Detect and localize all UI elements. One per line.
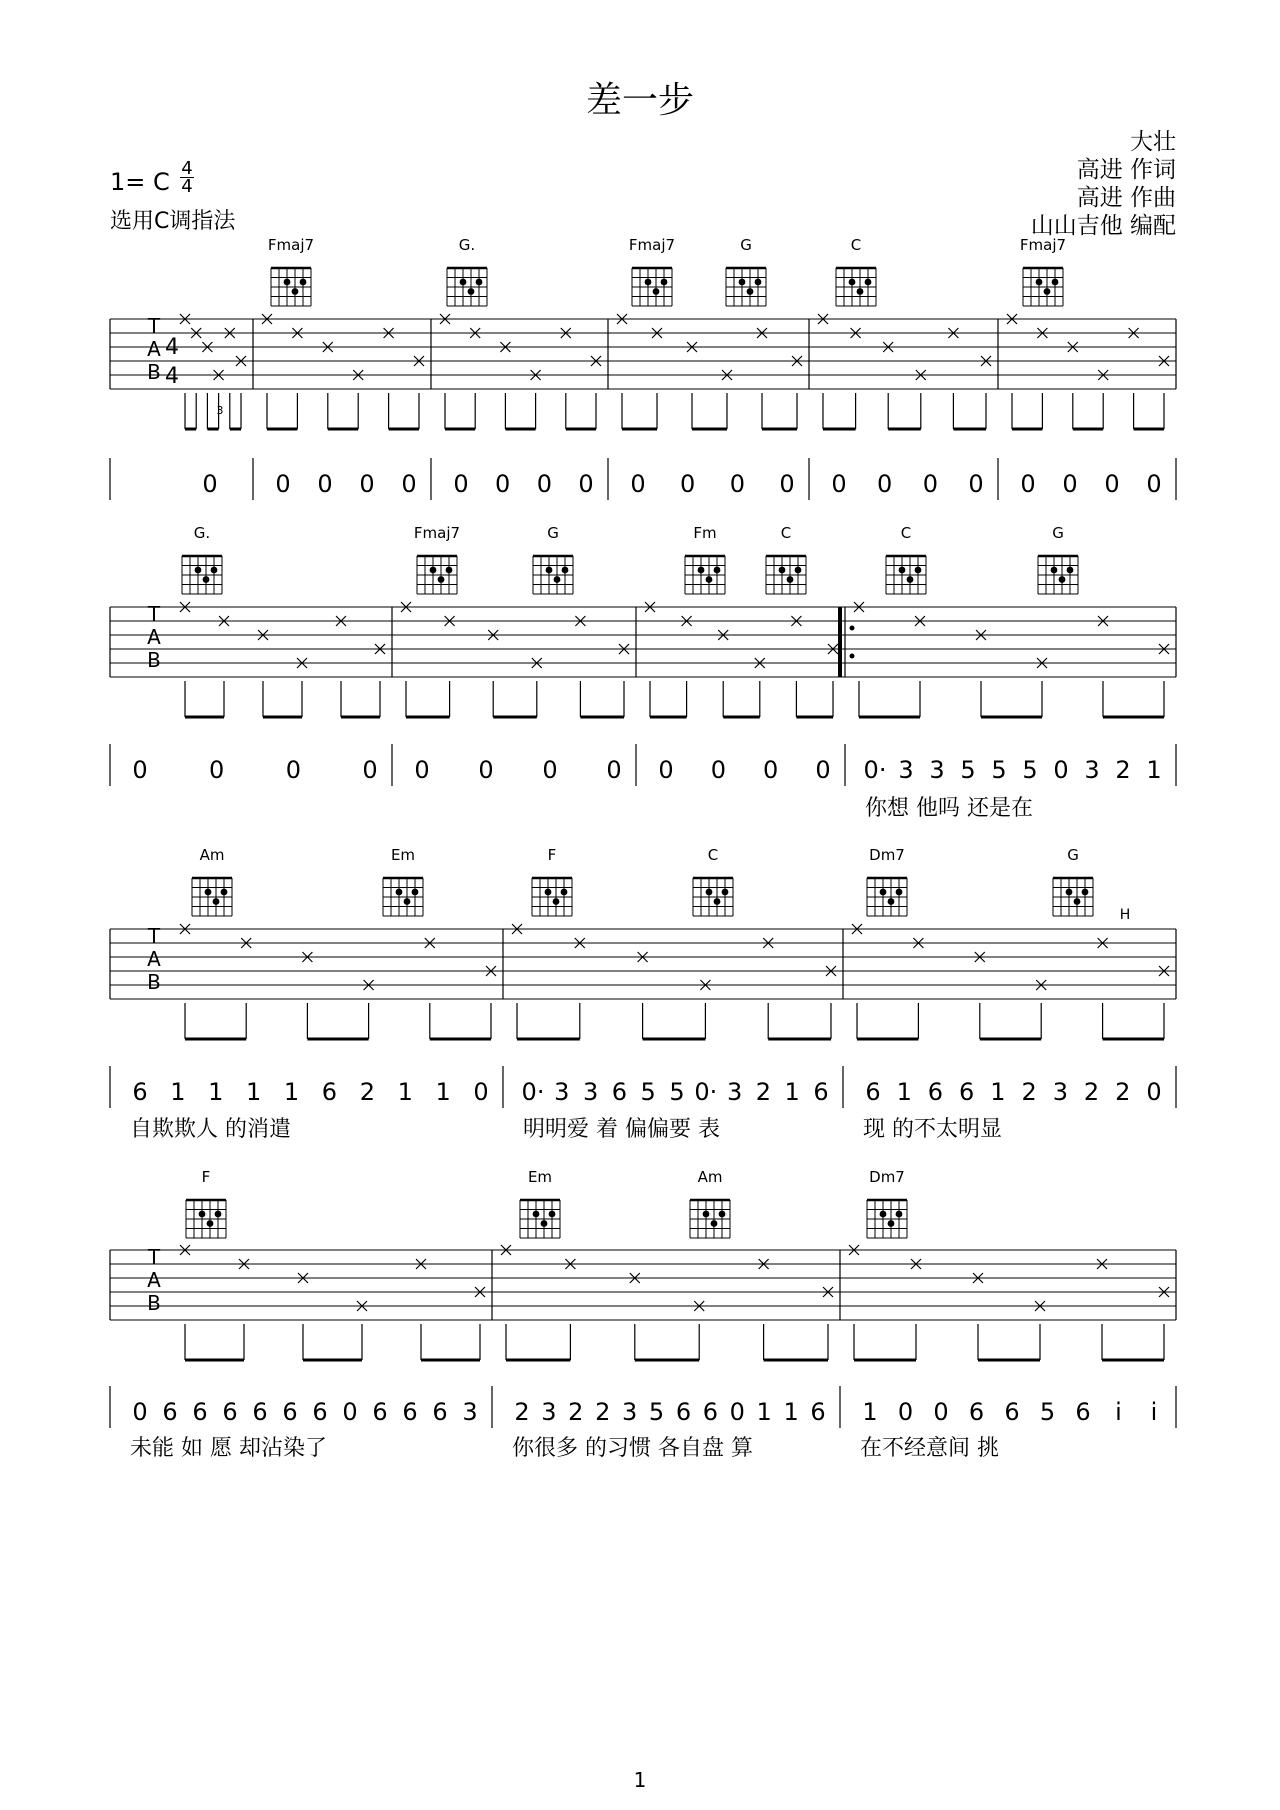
chord-dot <box>292 288 299 295</box>
chord-dot <box>221 889 228 896</box>
jianpu-note: 2 <box>1021 1078 1037 1106</box>
jianpu-note: 0 <box>933 1398 949 1426</box>
jianpu-note: 0 <box>606 756 622 784</box>
jianpu-note: 3 <box>462 1398 478 1426</box>
repeat-dot <box>850 626 855 631</box>
jianpu-note: 6 <box>968 1398 985 1426</box>
chord-dot <box>205 889 212 896</box>
chord-name: Dm7 <box>869 1168 905 1186</box>
tab-clef-letter: T <box>147 1245 161 1269</box>
chord-name: C <box>780 524 792 542</box>
chord-dot <box>213 898 220 905</box>
jianpu-note: 0· <box>521 1078 545 1106</box>
jianpu-note: 0 <box>342 1398 358 1426</box>
jianpu-note: 0 <box>680 470 696 498</box>
jianpu-note: 0 <box>877 470 893 498</box>
chord-name: Am <box>199 846 225 864</box>
jianpu-note: 6 <box>402 1398 418 1426</box>
jianpu-note: 2 <box>1083 1078 1100 1106</box>
chord-dot <box>888 898 895 905</box>
chord-diagram <box>182 524 222 594</box>
chord-dot <box>888 1220 895 1227</box>
jianpu-note: 1 <box>783 1398 799 1426</box>
jianpu-note: 0 <box>362 756 378 784</box>
chord-dot <box>787 576 794 583</box>
chord-name: Fmaj7 <box>413 524 461 542</box>
jianpu-note: 6 <box>252 1398 268 1426</box>
chord-diagram <box>867 846 907 916</box>
jianpu-note: 6 <box>1075 1398 1091 1426</box>
chord-dot <box>199 1211 206 1218</box>
chord-dot <box>722 889 729 896</box>
jianpu-note: 1 <box>170 1078 186 1106</box>
jianpu-note: 6 <box>1004 1398 1020 1426</box>
chord-dot <box>896 1211 903 1218</box>
chord-dot <box>533 1211 540 1218</box>
tab-clef-letter: B <box>147 1291 161 1315</box>
chord-diagram <box>693 846 733 916</box>
jianpu-note: 0 <box>710 756 726 784</box>
jianpu-note: 5 <box>960 756 976 784</box>
chord-diagram <box>533 524 573 594</box>
chord-dot <box>1052 279 1059 286</box>
jianpu-note: 5 <box>669 1078 685 1106</box>
lyric-line: 你想 他吗 还是在 <box>865 796 1033 821</box>
jianpu-note: 1 <box>862 1398 878 1426</box>
song-title: 差一步 <box>585 80 694 121</box>
jianpu-note: 2 <box>595 1398 611 1426</box>
chord-diagram <box>1038 524 1078 594</box>
tab-time-bottom: 4 <box>165 364 179 389</box>
jianpu-note: 6 <box>321 1078 338 1106</box>
jianpu-note: 0 <box>478 756 494 784</box>
chord-dot <box>207 1220 214 1227</box>
chord-dot <box>554 576 561 583</box>
jianpu-note: 3 <box>1084 756 1100 784</box>
jianpu-note: 3 <box>554 1078 570 1106</box>
jianpu-note: 3 <box>898 756 914 784</box>
chord-dot <box>284 279 291 286</box>
jianpu-note: 0 <box>729 1398 745 1426</box>
chord-dot <box>899 567 906 574</box>
jianpu-note: 0 <box>815 756 831 784</box>
chord-diagram <box>268 236 314 306</box>
chord-name: G. <box>458 236 476 254</box>
jianpu-note: 0 <box>275 470 291 498</box>
chord-dot <box>561 889 568 896</box>
chord-diagram <box>690 1168 730 1238</box>
jianpu-note: 0 <box>897 1398 914 1426</box>
jianpu-note: 0 <box>202 470 218 498</box>
jianpu-note: 1 <box>784 1078 800 1106</box>
chord-dot <box>907 576 914 583</box>
chord-dot <box>203 576 210 583</box>
chord-name: F <box>201 1168 211 1186</box>
jianpu-note: 1 <box>246 1078 262 1106</box>
chord-dot <box>719 1211 726 1218</box>
chord-dot <box>714 898 721 905</box>
chord-dot <box>706 576 713 583</box>
chord-diagram <box>886 524 926 594</box>
jianpu-note: 0 <box>473 1078 489 1106</box>
chord-dot <box>1066 889 1073 896</box>
jianpu-note: 1 <box>756 1398 772 1426</box>
time-signature-bottom: 4 <box>181 176 193 197</box>
jianpu-note: 0· <box>694 1078 718 1106</box>
jianpu-note: 0 <box>1104 470 1120 498</box>
jianpu-note: 2 <box>1115 756 1131 784</box>
chord-dot <box>795 567 802 574</box>
chord-name: Fmaj7 <box>267 236 315 254</box>
chord-name: Fm <box>693 524 717 542</box>
page-number: 1 <box>633 1768 647 1792</box>
lyric-line: 现 的不太明显 <box>863 1117 1002 1142</box>
chord-dot <box>857 288 864 295</box>
tab-time-top: 4 <box>165 335 179 360</box>
jianpu-note: 0 <box>831 470 847 498</box>
time-signature-top: 4 <box>181 158 193 179</box>
chord-dot <box>211 567 218 574</box>
chord-dot <box>541 1220 548 1227</box>
jianpu-note: 6 <box>192 1398 208 1426</box>
chord-dot <box>562 567 569 574</box>
chord-name: G <box>547 524 559 542</box>
chord-diagram <box>192 846 232 916</box>
tab-clef-letter: A <box>147 337 161 361</box>
lyric-line: 未能 如 愿 却沾染了 <box>130 1436 327 1461</box>
key-signature: 1= C <box>110 168 170 196</box>
jianpu-note: i <box>1115 1398 1122 1426</box>
chord-dot <box>396 889 403 896</box>
jianpu-note: 1 <box>397 1078 413 1106</box>
jianpu-note: 0 <box>453 470 469 498</box>
chord-diagram <box>1020 236 1066 306</box>
jianpu-note: 2 <box>755 1078 772 1106</box>
chord-diagram <box>447 236 487 306</box>
jianpu-note: 6 <box>813 1078 829 1106</box>
tab-clef-letter: A <box>147 625 161 649</box>
jianpu-note: 0 <box>1053 756 1069 784</box>
lyric-line: 自欺欺人 的消遣 <box>130 1117 291 1142</box>
chord-dot <box>546 567 553 574</box>
chord-dot <box>476 279 483 286</box>
credit-arranger-name: 大壮 <box>1130 129 1176 155</box>
chord-name: Fmaj7 <box>1019 236 1067 254</box>
chord-diagram <box>867 1168 907 1238</box>
jianpu-note: 0 <box>658 756 674 784</box>
tab-clef-letter: B <box>147 970 161 994</box>
credit-composer: 高进 作曲 <box>1076 185 1176 211</box>
chord-name: G <box>1067 846 1079 864</box>
jianpu-note: 0· <box>863 756 887 784</box>
jianpu-note: 0 <box>922 470 938 498</box>
chord-diagram <box>726 236 766 306</box>
chord-dot <box>553 898 560 905</box>
jianpu-note: 6 <box>927 1078 944 1106</box>
jianpu-note: 0 <box>359 470 375 498</box>
chord-dot <box>438 576 445 583</box>
jianpu-note: 0 <box>401 470 417 498</box>
jianpu-note: 3 <box>621 1398 638 1426</box>
jianpu-note: 3 <box>541 1398 557 1426</box>
jianpu-note: 0 <box>317 470 333 498</box>
chord-dot <box>661 279 668 286</box>
jianpu-note: 0 <box>578 470 594 498</box>
jianpu-note: 6 <box>312 1398 328 1426</box>
jianpu-note: 0 <box>132 756 148 784</box>
jianpu-note: 0 <box>1062 470 1078 498</box>
chord-name: G <box>740 236 752 254</box>
tab-clef-letter: T <box>147 602 161 626</box>
jianpu-note: i <box>1150 1398 1158 1426</box>
jianpu-note: 0 <box>729 470 745 498</box>
jianpu-note: 0 <box>630 470 646 498</box>
chord-dot <box>460 279 467 286</box>
jianpu-note: 1 <box>435 1078 451 1106</box>
chord-dot <box>915 567 922 574</box>
chord-name: C <box>900 524 912 542</box>
jianpu-note: 5 <box>991 756 1007 784</box>
jianpu-note: 6 <box>702 1398 719 1426</box>
chord-diagram <box>532 846 572 916</box>
jianpu-note: 1 <box>896 1078 912 1106</box>
chord-diagram <box>766 524 806 594</box>
lyric-line: 在不经意间 挑 <box>860 1436 999 1461</box>
chord-dot <box>779 567 786 574</box>
chord-dot <box>545 889 552 896</box>
chord-name: C <box>707 846 719 864</box>
tab-clef-letter: B <box>147 648 161 672</box>
chord-dot <box>755 279 762 286</box>
jianpu-note: 0 <box>536 470 552 498</box>
chord-dot <box>849 279 856 286</box>
chord-dot <box>430 567 437 574</box>
chord-diagram <box>383 846 423 916</box>
jianpu-note: 0 <box>542 756 558 784</box>
chord-name: Em <box>390 846 416 864</box>
chord-name: Dm7 <box>869 846 905 864</box>
jianpu-note: 3 <box>1052 1078 1068 1106</box>
jianpu-note: 0 <box>1146 1078 1162 1106</box>
chord-dot <box>195 567 202 574</box>
jianpu-note: 1 <box>208 1078 224 1106</box>
chord-dot <box>747 288 754 295</box>
chord-name: F <box>547 846 557 864</box>
triplet-mark: 3 <box>216 404 224 417</box>
jianpu-note: 6 <box>372 1398 388 1426</box>
jianpu-note: 0 <box>414 756 430 784</box>
jianpu-note: 0 <box>209 756 225 784</box>
chord-dot <box>1074 898 1081 905</box>
jianpu-note: 2 <box>568 1398 584 1426</box>
jianpu-note: 1 <box>283 1078 300 1106</box>
jianpu-note: 3 <box>582 1078 599 1106</box>
jianpu-note: 2 <box>1115 1078 1131 1106</box>
chord-name: G <box>1052 524 1064 542</box>
jianpu-note: 1 <box>990 1078 1006 1106</box>
chord-dot <box>300 279 307 286</box>
tab-system-4 <box>110 1168 1176 1461</box>
tab-clef-letter: A <box>147 947 161 971</box>
credit-lyricist: 高进 作词 <box>1076 157 1176 183</box>
chord-dot <box>1082 889 1089 896</box>
tab-clef-letter: A <box>147 1268 161 1292</box>
jianpu-note: 6 <box>675 1398 692 1426</box>
jianpu-note: 0 <box>285 756 301 784</box>
credit-arranger: 山山吉他 编配 <box>1030 213 1176 239</box>
chord-name: Em <box>527 1168 553 1186</box>
jianpu-note: 0 <box>1020 470 1036 498</box>
chord-diagram <box>1053 846 1093 916</box>
chord-name: Fmaj7 <box>628 236 676 254</box>
chord-diagram <box>520 1168 560 1238</box>
jianpu-note: 0 <box>968 470 984 498</box>
chord-dot <box>896 889 903 896</box>
jianpu-note: 6 <box>282 1398 298 1426</box>
lyric-line: 明明爱 着 偏偏要 表 <box>523 1117 720 1142</box>
chord-dot <box>653 288 660 295</box>
jianpu-note: 2 <box>514 1398 530 1426</box>
fingering-note: 选用C调指法 <box>110 209 236 234</box>
jianpu-note: 1 <box>1146 756 1162 784</box>
tab-system-1 <box>110 236 1176 500</box>
jianpu-note: 0 <box>132 1398 148 1426</box>
chord-dot <box>1059 576 1066 583</box>
chord-dot <box>468 288 475 295</box>
chord-dot <box>865 279 872 286</box>
hammer-on-mark: H <box>1119 907 1131 923</box>
jianpu-note: 0 <box>763 756 779 784</box>
chord-dot <box>880 889 887 896</box>
tab-system-3 <box>110 846 1176 1142</box>
jianpu-note: 6 <box>132 1078 148 1106</box>
jianpu-note: 5 <box>640 1078 656 1106</box>
jianpu-note: 3 <box>726 1078 743 1106</box>
chord-dot <box>703 1211 710 1218</box>
chord-dot <box>1044 288 1051 295</box>
chord-diagram <box>629 236 675 306</box>
chord-dot <box>404 898 411 905</box>
repeat-dot <box>850 654 855 659</box>
chord-dot <box>880 1211 887 1218</box>
jianpu-note: 6 <box>611 1078 628 1106</box>
jianpu-note: 5 <box>1022 756 1038 784</box>
chord-dot <box>739 279 746 286</box>
jianpu-note: 2 <box>359 1078 375 1106</box>
jianpu-note: 6 <box>959 1078 975 1106</box>
tab-clef-letter: B <box>147 360 161 384</box>
jianpu-note: 6 <box>810 1398 826 1426</box>
jianpu-note: 6 <box>865 1078 881 1106</box>
jianpu-note: 0 <box>779 470 795 498</box>
chord-diagram <box>685 524 725 594</box>
chord-name: G. <box>193 524 211 542</box>
jianpu-note: 0 <box>495 470 511 498</box>
chord-dot <box>412 889 419 896</box>
chord-dot <box>549 1211 556 1218</box>
jianpu-note: 5 <box>648 1398 665 1426</box>
chord-dot <box>706 889 713 896</box>
chord-name: C <box>850 236 862 254</box>
chord-dot <box>446 567 453 574</box>
tab-clef-letter: T <box>147 924 161 948</box>
jianpu-note: 3 <box>929 756 945 784</box>
tab-clef-letter: T <box>147 314 161 338</box>
chord-diagram <box>414 524 460 594</box>
chord-dot <box>714 567 721 574</box>
jianpu-note: 0 <box>1146 470 1162 498</box>
chord-dot <box>1051 567 1058 574</box>
jianpu-note: 6 <box>222 1398 238 1426</box>
lyric-line: 你很多 的习惯 各自盘 算 <box>512 1436 753 1461</box>
chord-diagram <box>836 236 876 306</box>
chord-dot <box>1067 567 1074 574</box>
jianpu-note: 6 <box>162 1398 178 1426</box>
jianpu-note: 6 <box>432 1398 448 1426</box>
chord-dot <box>215 1211 222 1218</box>
chord-name: Am <box>697 1168 723 1186</box>
chord-dot <box>645 279 652 286</box>
tab-system-2 <box>110 524 1176 821</box>
chord-diagram <box>186 1168 226 1238</box>
chord-dot <box>1036 279 1043 286</box>
jianpu-note: 5 <box>1039 1398 1056 1426</box>
chord-dot <box>711 1220 718 1227</box>
chord-dot <box>698 567 705 574</box>
